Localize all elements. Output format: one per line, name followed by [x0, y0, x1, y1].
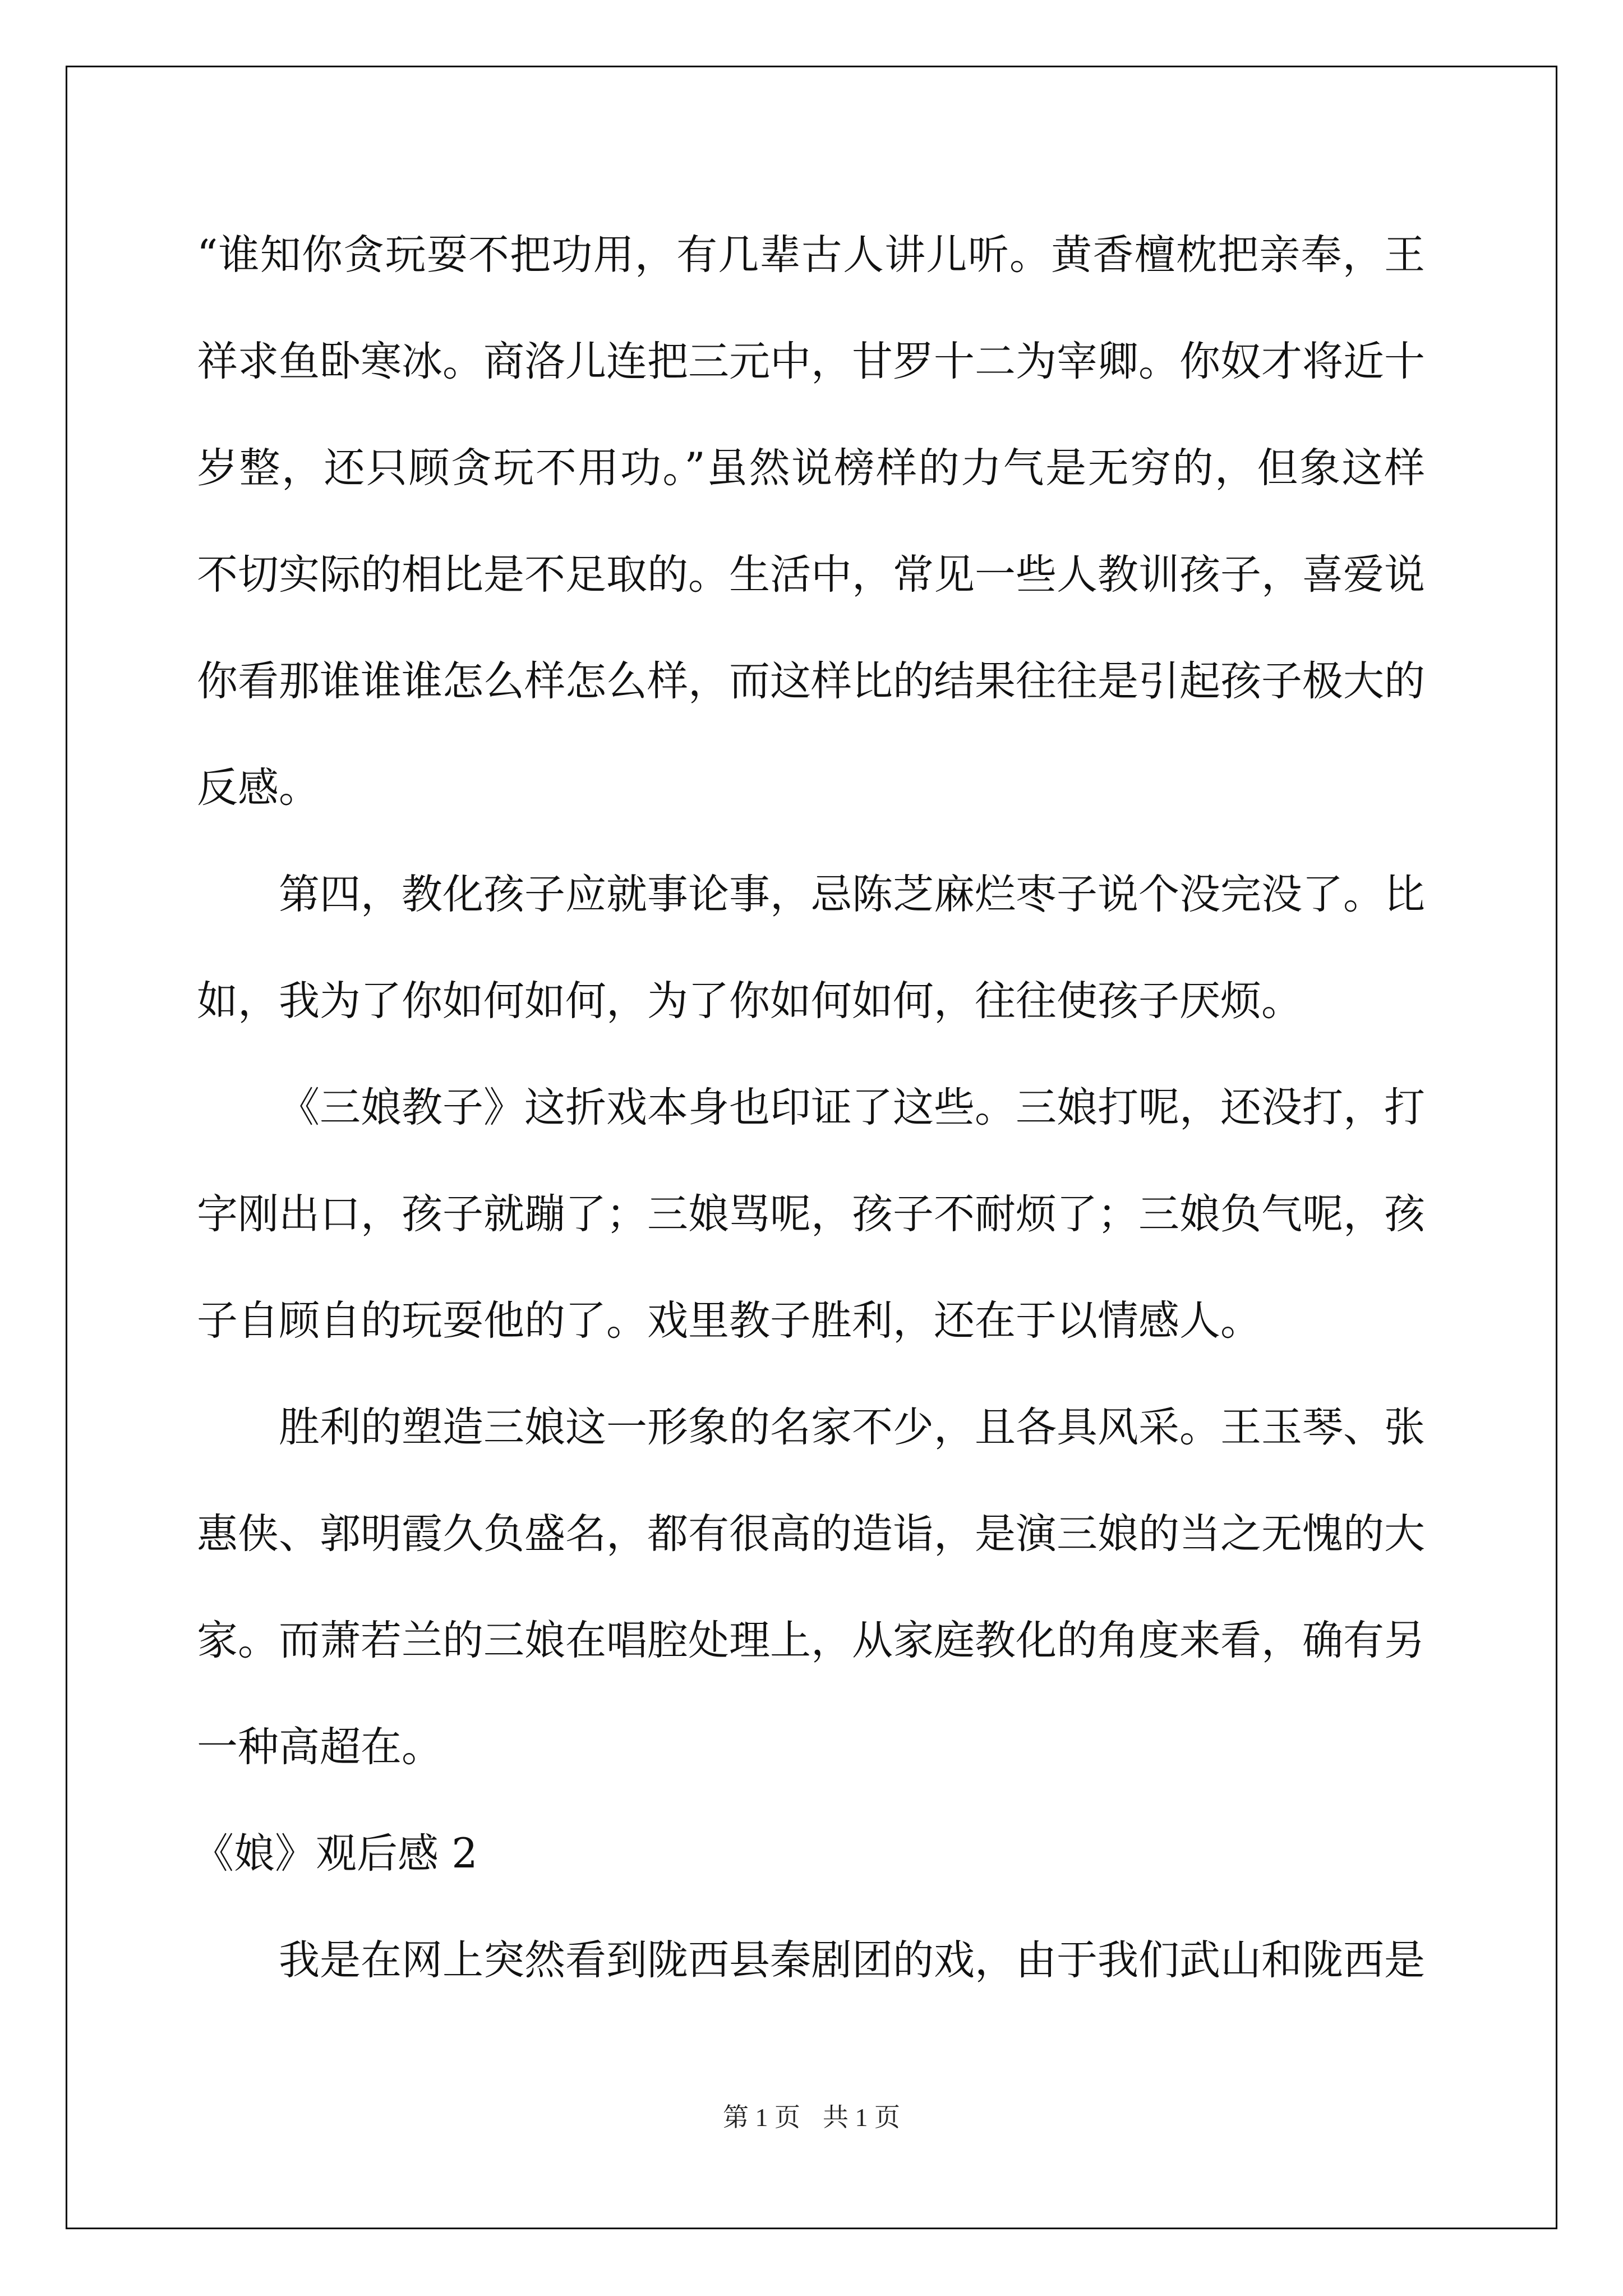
page-footer	[0, 2097, 1623, 2134]
paragraph-4: 胜利的塑造三娘这一形象的名家不少，且各具风采。王玉琴、张惠侠、郭明霞久负盛名，都有很高的造诣，是演三娘的当之无愧的大家。而萧若兰的三娘在唱腔处理上，从家庭教化的角度来看，确有另一种高超在。	[197, 1404, 1425, 1771]
paragraph-2: 第四，教化孩子应就事论事，忌陈芝麻烂枣子说个没完没了。比如，我为了你如何如何，为了你如何如何，往往使孩子厌烦。	[197, 871, 1425, 1025]
page-number: 第 1 页	[723, 2103, 800, 2132]
page-total: 共 1 页	[823, 2103, 900, 2132]
document-body	[193, 202, 1425, 2014]
section-heading: 《娘》观后感 2	[193, 1830, 478, 1878]
paragraph-3: 《三娘教子》这折戏本身也印证了这些。三娘打呢，还没打，打字刚出口，孩子就蹦了；三娘骂呢，孩子不耐烦了；三娘负气呢，孩子自顾自的玩耍他的了。戏里教子胜利，还在于以情感人。	[197, 1084, 1425, 1345]
paragraph-5: 我是在网上突然看到陇西县秦剧团的戏，由于我们武山和陇西是	[279, 1936, 1425, 1984]
paragraph-1: “谁知你贪玩耍不把功用，有几辈古人讲儿听。黄香檀枕把亲奉，王祥求鱼卧寒冰。商洛儿连把三元中，甘罗十二为宰卿。你奴才将近十岁整，还只顾贪玩不用功。”虽然说榜样的力气是无穷的，但象这样不切实际的相比是不足取的。生活中，常见一些人教训孩子，喜爱说你看那谁谁谁怎么样怎么样，而这样比的结果往往是引起孩子极大的反感。	[197, 231, 1425, 812]
